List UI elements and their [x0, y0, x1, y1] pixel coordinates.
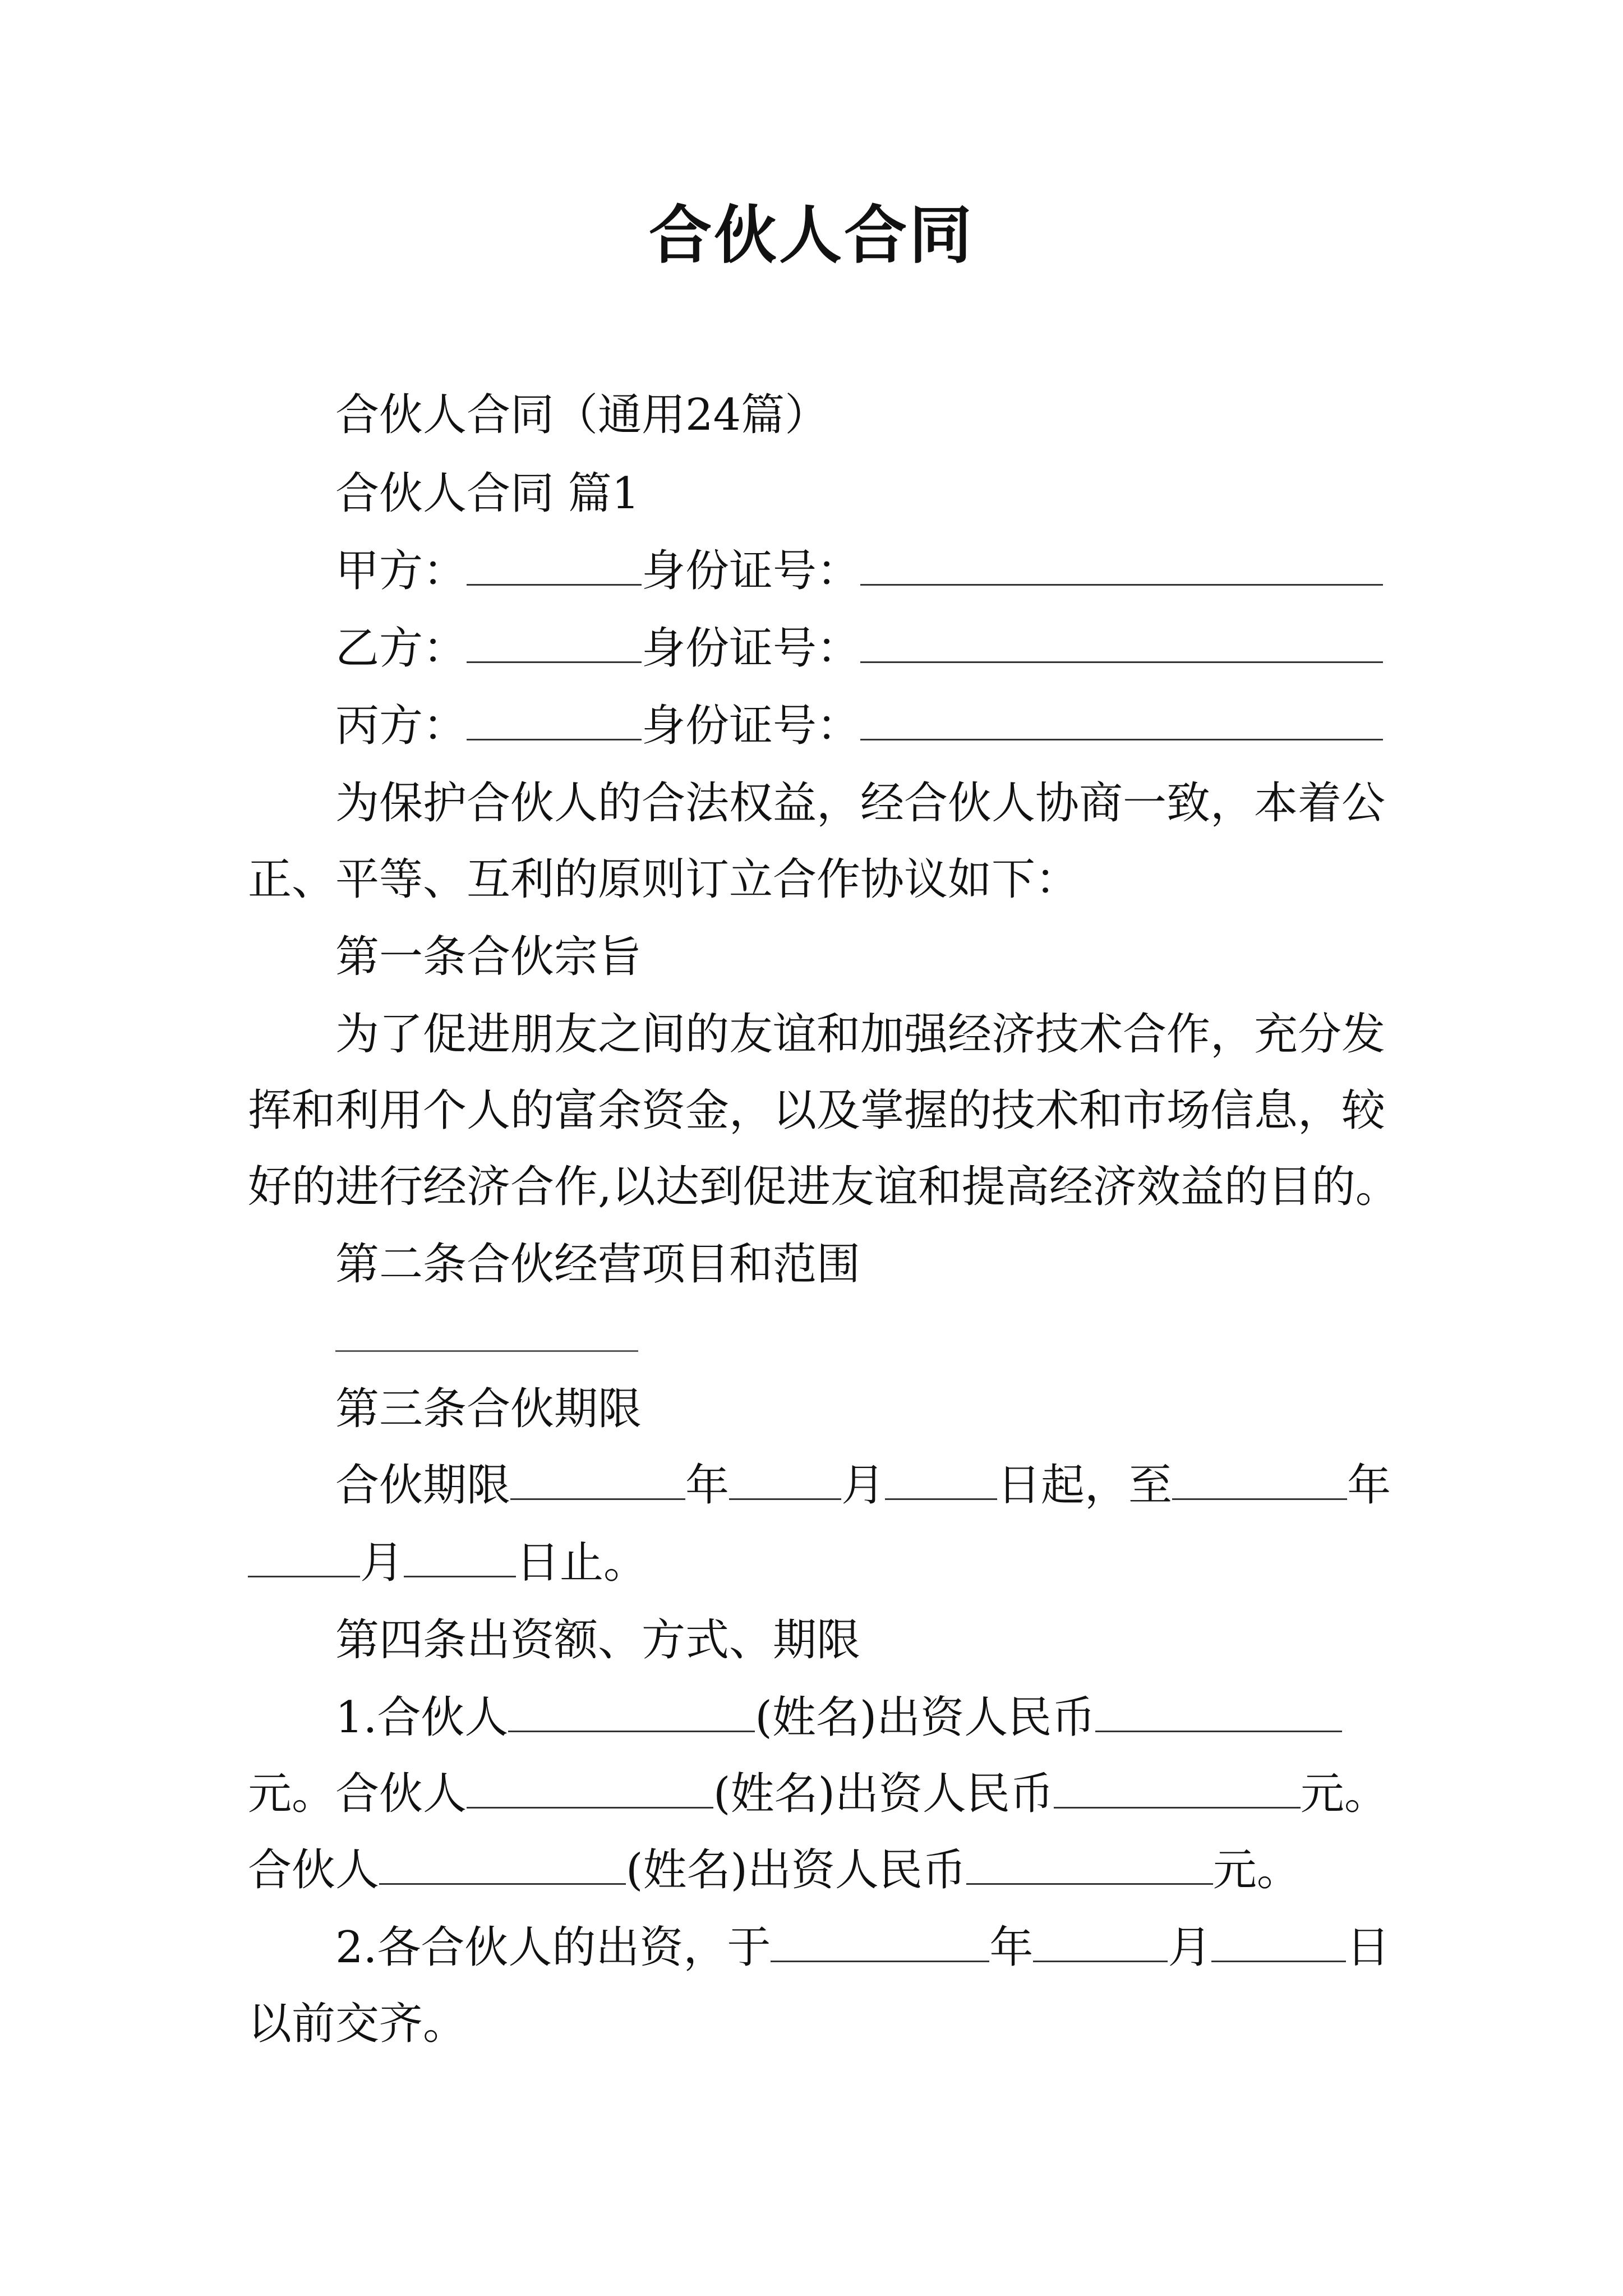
year-blank	[510, 1455, 685, 1500]
month-blank	[248, 1532, 360, 1577]
year-blank	[771, 1917, 989, 1962]
name-blank	[467, 540, 642, 586]
day-blank	[1211, 1917, 1346, 1962]
article-text: 好的进行经济合作,以达到促进友谊和提高经济效益的目的。	[248, 1162, 1399, 1212]
name-blank	[467, 1763, 713, 1809]
day-from-label: 日起，至	[997, 1460, 1173, 1511]
id-blank	[860, 695, 1383, 740]
section-heading: 合伙人合同 篇1	[335, 468, 640, 519]
intro-line: 正、平等、互利的原则订立合作协议如下：	[248, 854, 1080, 905]
item-prefix: 1.合伙人	[335, 1692, 509, 1743]
article-heading: 第一条合伙宗旨	[335, 932, 642, 982]
amount-blank	[1054, 1763, 1301, 1809]
item-prefix: 2.各合伙人的出资，于	[335, 1922, 771, 1973]
name-note: (姓名)出资人民币	[755, 1692, 1096, 1743]
term-line	[248, 1529, 647, 1596]
month-label: 月	[1168, 1922, 1212, 1973]
amount-blank	[1095, 1687, 1342, 1732]
name-blank	[379, 1839, 626, 1885]
document-title: 合伙人合同	[649, 199, 974, 272]
article-text: 挥和利用个人的富余资金，以及掌握的技术和市场信息，较	[248, 1085, 1386, 1136]
day-end-label: 日止。	[516, 1538, 648, 1588]
year-label: 年	[989, 1922, 1034, 1973]
capital-line	[248, 1837, 1301, 1904]
article-heading: 第三条合伙期限	[335, 1384, 642, 1434]
id-label: 身份证号：	[642, 701, 861, 751]
deadline-line	[335, 1914, 1390, 1981]
year-label: 年	[685, 1460, 730, 1511]
article-heading: 第四条出资额、方式、期限	[335, 1615, 861, 1665]
intro-line: 为保护合伙人的合法权益，经合伙人协商一致，本着公	[335, 778, 1386, 829]
yuan-label: 元。	[1300, 1769, 1388, 1819]
day-label: 日	[1346, 1922, 1390, 1973]
article-heading: 第二条合伙经营项目和范围	[335, 1239, 861, 1290]
year-blank	[1172, 1455, 1347, 1500]
partner-label: 合伙人	[248, 1845, 380, 1895]
party-row-b	[335, 615, 1383, 682]
year-label: 年	[1347, 1460, 1391, 1511]
month-blank	[1033, 1917, 1168, 1962]
month-label: 月	[841, 1460, 886, 1511]
deadline-end: 以前交齐。	[248, 1999, 467, 2049]
month-blank	[729, 1455, 841, 1500]
day-blank	[885, 1455, 997, 1500]
fill-in-line	[335, 1350, 638, 1352]
name-blank	[467, 695, 642, 740]
party-label: 丙方：	[335, 701, 467, 751]
id-blank	[860, 540, 1383, 586]
party-label: 乙方：	[335, 623, 467, 674]
yuan-label: 元。	[1212, 1845, 1301, 1895]
day-blank	[404, 1532, 516, 1577]
name-note: (姓名)出资人民币	[626, 1845, 966, 1895]
name-blank	[508, 1687, 755, 1732]
subtitle: 合伙人合同（通用24篇）	[335, 390, 829, 440]
id-label: 身份证号：	[642, 623, 861, 674]
party-row-a	[335, 537, 1383, 605]
term-line	[335, 1452, 1391, 1519]
name-blank	[467, 618, 642, 663]
yuan-partner-label: 元。合伙人	[248, 1769, 467, 1819]
party-row-c	[335, 692, 1383, 760]
id-blank	[860, 618, 1383, 663]
capital-line	[248, 1760, 1388, 1828]
month-label: 月	[360, 1538, 404, 1588]
article-text: 为了促进朋友之间的友谊和加强经济技术合作，充分发	[335, 1009, 1386, 1060]
name-note: (姓名)出资人民币	[713, 1769, 1054, 1819]
party-label: 甲方：	[335, 546, 467, 596]
capital-line	[335, 1684, 1342, 1751]
amount-blank	[966, 1839, 1213, 1885]
id-label: 身份证号：	[642, 546, 861, 596]
term-prefix: 合伙期限	[335, 1460, 511, 1511]
